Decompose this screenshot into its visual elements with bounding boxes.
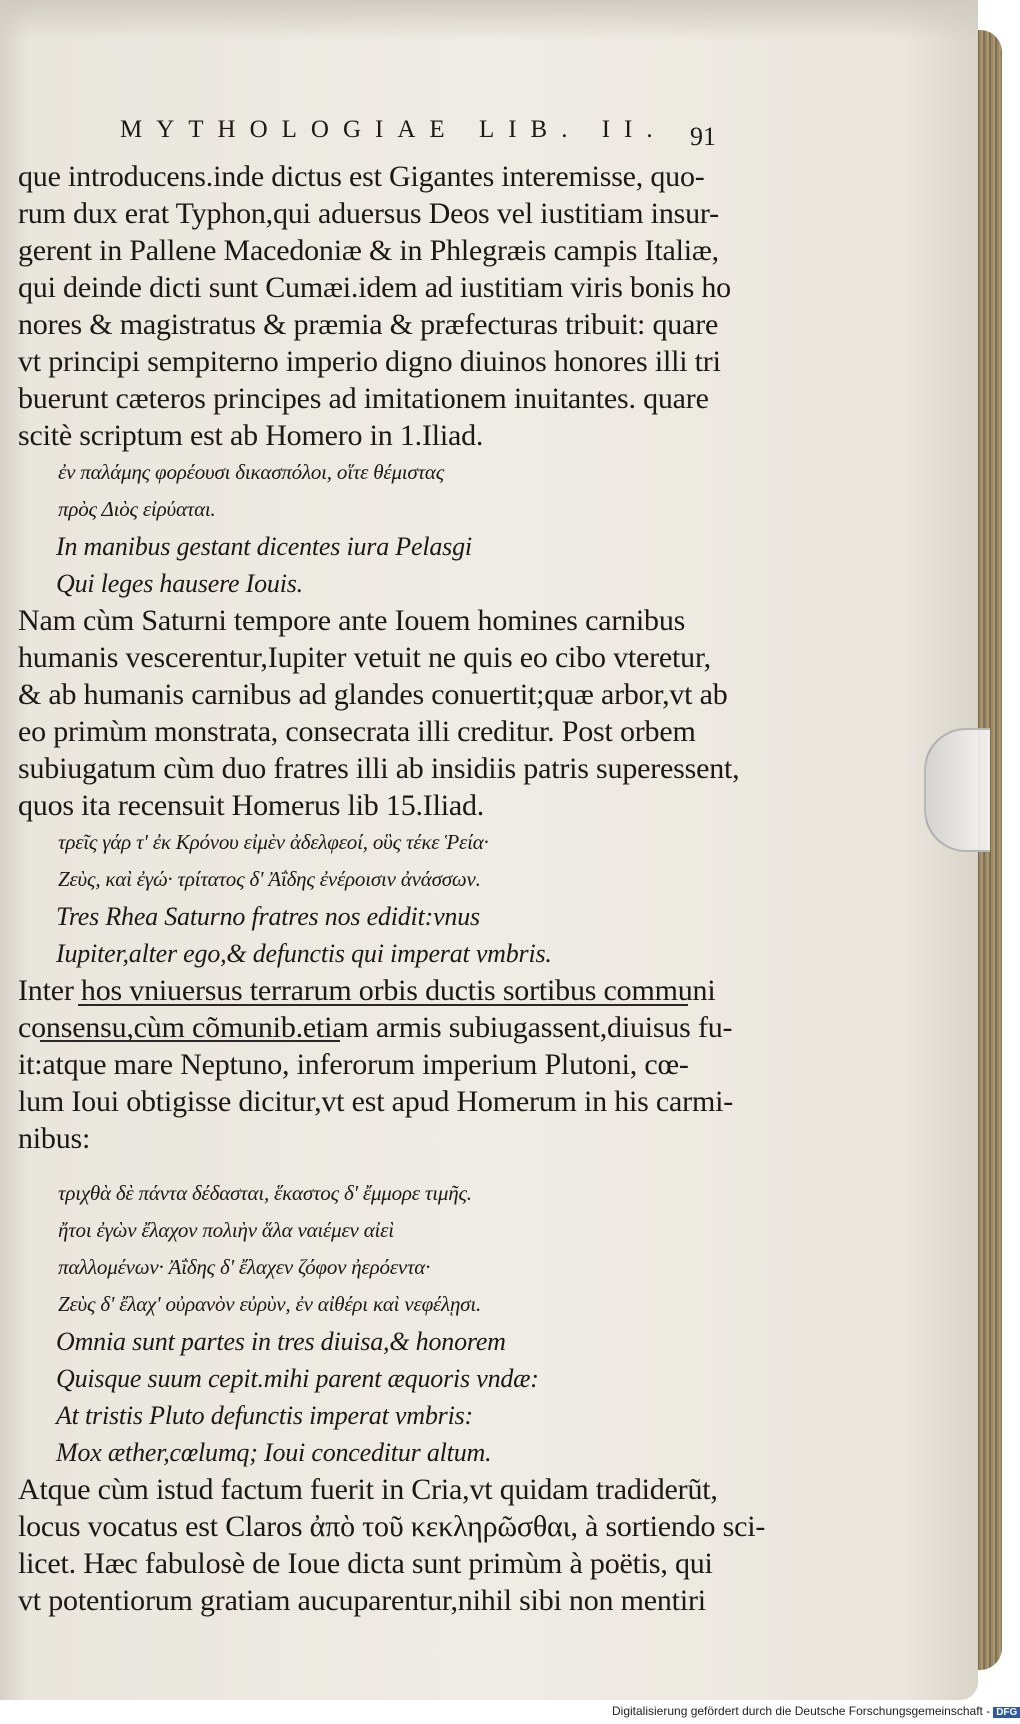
- text-line: eo primùm monstrata, consecrata illi creditur. Post orbem: [18, 715, 696, 748]
- text-line: vt principi sempiterno imperio digno diuinos honores illi tri: [18, 345, 721, 378]
- latin-verse-line: Qui leges hausere Iouis.: [56, 569, 303, 598]
- latin-verse-line: Iupiter,alter ego,& defunctis qui imperat vmbris.: [56, 939, 552, 968]
- greek-verse-line: Ζεὺς, καὶ ἐγώ· τρίτατος δ' Ἀΐδης ἐνέροισιν ἀνάσσων.: [58, 867, 481, 891]
- running-head: MYTHOLOGIAE LIB. II.: [120, 116, 667, 143]
- text-line: vt potentiorum gratiam aucuparentur,nihil sibi non mentiri: [18, 1584, 706, 1617]
- text-block: [18, 158, 766, 1619]
- text-line: nibus:: [18, 1122, 91, 1155]
- ink-underline-2: [40, 1040, 340, 1042]
- text-line: it:atque mare Neptuno, inferorum imperium Plutoni, cœ-: [18, 1048, 689, 1081]
- text-line: quos ita recensuit Homerus lib 15.Iliad.: [18, 789, 485, 822]
- greek-verse-line: Ζεὺς δ' ἔλαχ' οὐρανὸν εὐρὺν, ἐν αἰθέρι καὶ νεφέλῃσι.: [58, 1292, 482, 1316]
- latin-verse-line: Omnia sunt partes in tres diuisa,& honorem: [56, 1327, 506, 1356]
- text-line: gerent in Pallene Macedoniæ & in Phlegræis campis Italiæ,: [18, 234, 719, 267]
- dfg-logo: DFG: [993, 1707, 1020, 1718]
- text-line: consensu,cùm cõmunib.etiam armis subiugassent,diuisus fu-: [18, 1011, 733, 1044]
- latin-verse-line: Tres Rhea Saturno fratres nos edidit:vnus: [56, 902, 480, 931]
- text-line: qui deinde dicti sunt Cumæi.idem ad iustitiam viris bonis ho: [18, 271, 731, 304]
- text-line: rum dux erat Typhon,qui aduersus Deos vel iustitiam insur-: [18, 197, 719, 230]
- latin-verse-line: At tristis Pluto defunctis imperat vmbris:: [56, 1401, 473, 1430]
- latin-verse-line: Quisque suum cepit.mihi parent æquoris vndæ:: [56, 1364, 539, 1393]
- greek-verse-line: παλλομένων· Ἀΐδης δ' ἔλαχεν ζόφον ἠερόεντα·: [58, 1255, 431, 1279]
- text-line: scitè scriptum est ab Homero in 1.Iliad.: [18, 419, 484, 452]
- ink-underline-1: [78, 1004, 688, 1006]
- latin-verse-line: In manibus gestant dicentes iura Pelasgi: [56, 532, 472, 561]
- text-line: lum Ioui obtigisse dicitur,vt est apud Homerum in his carmi-: [18, 1085, 734, 1118]
- text-line: humanis vescerentur,Iupiter vetuit ne quis eo cibo vteretur,: [18, 641, 711, 674]
- line-gap: [18, 1157, 730, 1175]
- text-line: locus vocatus est Claros ἀπὸ τοῦ κεκληρῶσθαι, à sortiendo sci-: [18, 1510, 766, 1543]
- text-line: Inter hos vniuersus terrarum orbis ductis sortibus communi: [18, 974, 716, 1007]
- clip-tab: [924, 728, 990, 852]
- digitization-note: Digitalisierung gefördert durch die Deutsche Forschungsgemeinschaft -: [612, 1704, 991, 1718]
- greek-verse-line: ἤτοι ἐγὼν ἔλαχον πολιὴν ἅλα ναιέμεν αἰεὶ: [58, 1218, 394, 1242]
- latin-verse-line: Mox æther,cœlumq; Ioui conceditur altum.: [56, 1438, 492, 1467]
- text-line: Atque cùm istud factum fuerit in Cria,vt quidam tradiderũt,: [18, 1473, 718, 1506]
- page-number: 91: [690, 122, 716, 151]
- greek-verse-line: πρὸς Διὸς εἰρύαται.: [58, 497, 216, 521]
- text-line: subiugatum cùm duo fratres illi ab insidiis patris superessent,: [18, 752, 740, 785]
- greek-verse-line: τρεῖς γάρ τ' ἐκ Κρόνου εἰμὲν ἀδελφεοί, οὓς τέκε Ῥεία·: [58, 830, 489, 854]
- text-line: que introducens.inde dictus est Gigantes interemisse, quo-: [18, 160, 705, 193]
- digitization-footer: [612, 1704, 1020, 1718]
- greek-verse-line: τριχθὰ δὲ πάντα δέδασται, ἕκαστος δ' ἔμμορε τιμῆς.: [58, 1181, 472, 1205]
- text-line: buerunt cæteros principes ad imitationem inuitantes. quare: [18, 382, 709, 415]
- text-line: Nam cùm Saturni tempore ante Iouem homines carnibus: [18, 604, 686, 637]
- text-line: nores & magistratus & præmia & præfecturas tribuit: quare: [18, 308, 719, 341]
- text-line: & ab humanis carnibus ad glandes conuertit;quæ arbor,vt ab: [18, 678, 728, 711]
- text-line: licet. Hæc fabulosè de Ioue dicta sunt primùm à poëtis, qui: [18, 1547, 713, 1580]
- page-top-shadow: [0, 0, 978, 40]
- greek-verse-line: ἐν παλάμης φορέουσι δικασπόλοι, οἵτε θέμιστας: [58, 460, 445, 484]
